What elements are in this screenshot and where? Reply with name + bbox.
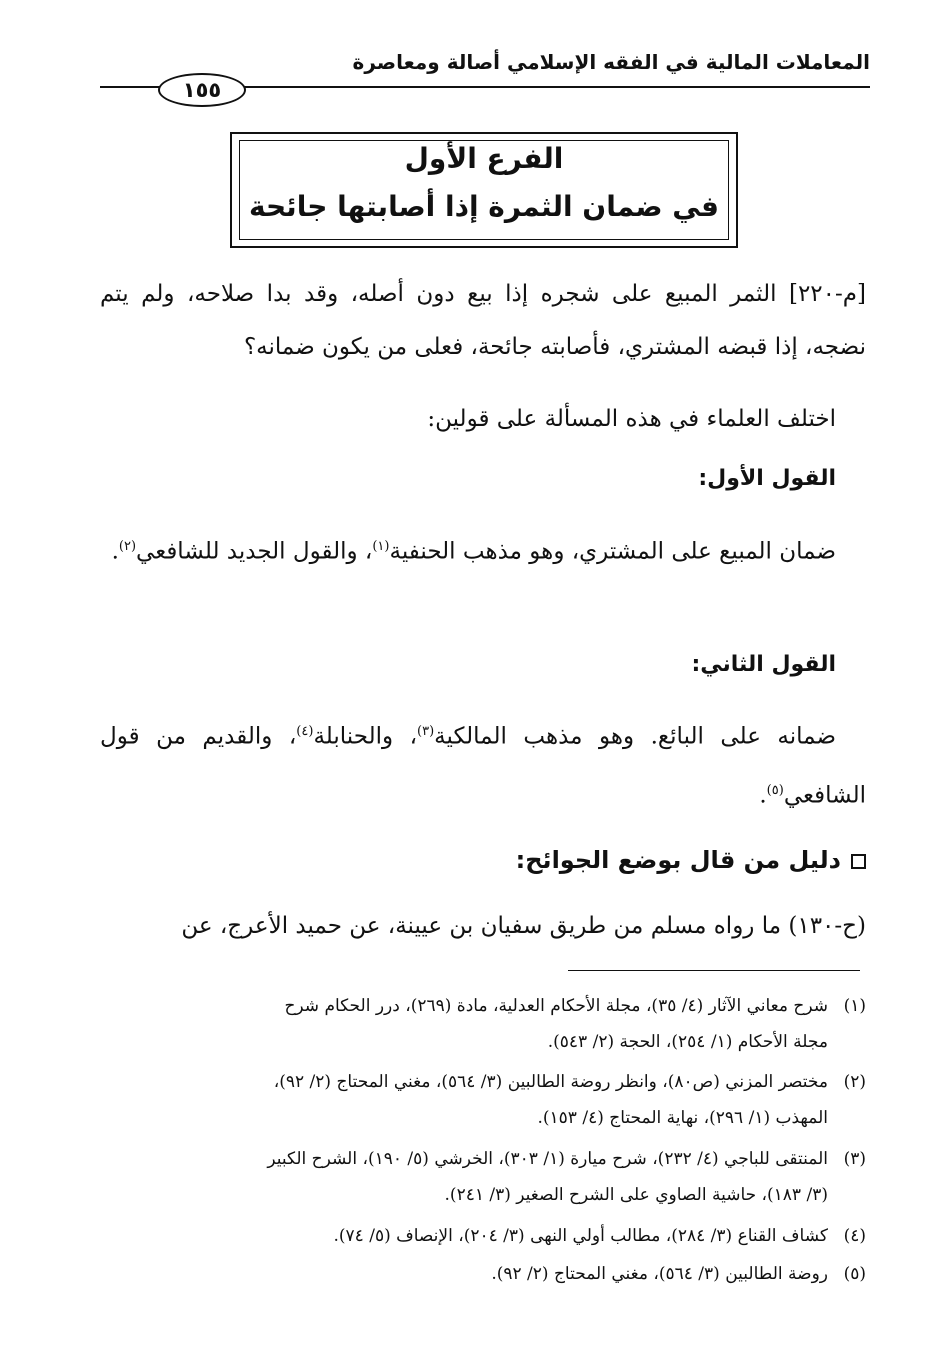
first-opinion-text-c: . — [111, 538, 119, 565]
footnote-text-cont: المهذب (١/ ٢٩٦)، نهاية المحتاج (٤/ ١٥٣). — [537, 1108, 828, 1128]
footnote-ref-3[interactable]: (٣) — [417, 724, 435, 739]
section-title: الفرع الأول — [404, 142, 564, 175]
second-opinion-text-b: ، والحنابلة — [313, 723, 418, 750]
paragraph-second-opinion — [100, 705, 866, 822]
paragraph-hadith: (ح-١٣٠) ما رواه مسلم من طريق سفيان بن عيينة، عن حميد الأعرج، عن — [181, 913, 866, 939]
footnote-ref-2[interactable]: (٢) — [118, 539, 137, 554]
footnote-text: شرح معاني الآثار (٤/ ٣٥)، مجلة الأحكام العدلية، مادة (٢٦٩)، درر الحكام شرح — [284, 996, 828, 1016]
footnote-number: (٤) — [843, 1226, 866, 1246]
paragraph-intro: اختلف العلماء في هذه المسألة على قولين: — [427, 406, 836, 432]
footnote-separator — [568, 970, 860, 971]
running-title: المعاملات المالية في الفقه الإسلامي أصالة ومعاصرة — [352, 50, 870, 74]
footnote-5 — [100, 1256, 866, 1292]
footnote-text-cont: (٣/ ١٨٣)، حاشية الصاوي على الشرح الصغير (٣/ ٢٤١). — [444, 1185, 828, 1205]
footnote-4 — [100, 1218, 866, 1254]
footnote-number: (٢) — [843, 1072, 866, 1092]
footnote-text: روضة الطالبين (٣/ ٥٦٤)، مغني المحتاج (٢/ ٩٢). — [491, 1264, 828, 1284]
paragraph-question: [م-٢٢٠] الثمر المبيع على شجره إذا بيع دون أصله، وقد بدا صلاحه، ولم يتم نضجه، إذا قبضه المشتري، فأصابته جائحة، فعلى من يكون ضمانه؟ — [100, 281, 866, 360]
second-opinion-text-c: ، والقديم من قول الشافعي — [100, 723, 866, 809]
footnote-ref-5[interactable]: (٥) — [766, 782, 784, 798]
footnote-ref-4[interactable]: (٤) — [296, 724, 314, 739]
footnote-text-cont: مجلة الأحكام (١/ ٢٥٤)، الحجة (٢/ ٥٤٣). — [547, 1032, 828, 1052]
evidence-heading-text: دليل من قال بوضع الجوائح: — [515, 846, 841, 874]
first-opinion-text-b: ، والقول الجديد للشافعي — [136, 538, 373, 565]
square-bullet-icon — [851, 854, 866, 869]
footnote-number: (١) — [843, 996, 866, 1016]
footnote-ref-1[interactable]: (١) — [372, 539, 390, 554]
footnote-1 — [100, 988, 866, 1060]
title-box-frame — [230, 132, 738, 248]
page-number: ١٥٥ — [158, 73, 246, 107]
footnote-number: (٣) — [843, 1149, 866, 1169]
paragraph-first-opinion — [100, 520, 866, 579]
heading-second-opinion: القول الثاني: — [691, 652, 836, 677]
footnote-3 — [100, 1141, 866, 1213]
footnote-number: (٥) — [843, 1264, 866, 1284]
footnote-text: المنتقى للباجي (٤/ ٢٣٢)، شرح ميارة (١/ ٣٠٣)، الخرشي (٥/ ١٩٠)، الشرح الكبير — [267, 1149, 828, 1169]
heading-first-opinion: القول الأول: — [698, 466, 836, 491]
evidence-heading — [516, 846, 866, 874]
first-opinion-text-a: ضمان المبيع على المشتري، وهو مذهب الحنفية — [389, 538, 836, 565]
second-opinion-text-d: . — [759, 782, 767, 809]
section-subtitle: في ضمان الثمرة إذا أصابتها جائحة — [249, 190, 719, 223]
second-opinion-text-a: ضمانه على البائع. وهو مذهب المالكية — [434, 723, 836, 750]
footnote-2 — [100, 1064, 866, 1136]
footnote-text: كشاف القناع (٣/ ٢٨٤)، مطالب أولي النهى (٣/ ٢٠٤)، الإنصاف (٥/ ٧٤). — [333, 1226, 828, 1246]
footnote-text: مختصر المزني (ص٨٠)، وانظر روضة الطالبين (٣/ ٥٦٤)، مغني المحتاج (٢/ ٩٢)، — [273, 1072, 828, 1092]
